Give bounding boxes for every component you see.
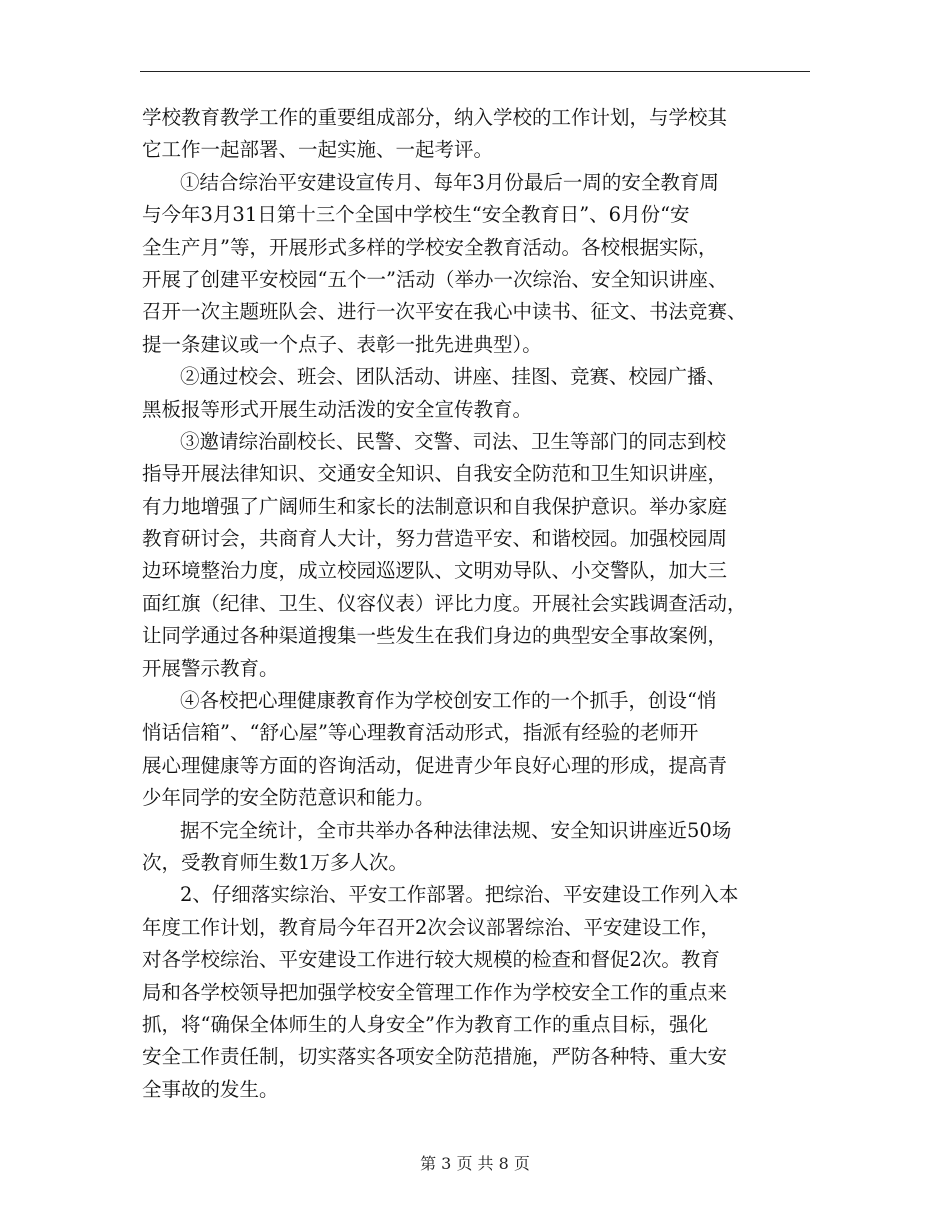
- text-line: 局和各学校领导把加强学校安全管理工作作为学校安全工作的重点来: [142, 980, 728, 1004]
- text-line: 它工作一起部署、一起实施、一起考评。: [142, 138, 494, 162]
- text-line: 黑板报等形式开展生动活泼的安全宣传教育。: [142, 397, 533, 421]
- text-line: 教育研讨会，共商育人大计，努力营造平安、和谐校园。加强校园周: [142, 527, 728, 551]
- text-line: 提一条建议或一个点子、表彰一批先进典型）。: [142, 332, 542, 356]
- text-line: 抓，将“确保全体师生的人身安全”作为教育工作的重点目标，强化: [142, 1012, 708, 1036]
- text-line: ③邀请综治副校长、民警、交警、司法、卫生等部门的同志到校: [180, 429, 727, 453]
- page-footer: 第 3 页 共 8 页: [420, 1154, 530, 1173]
- text-line: 少年同学的安全防范意识和能力。: [142, 786, 435, 810]
- text-line: 年度工作计划，教育局今年召开2次会议部署综治、平安建设工作，: [142, 915, 720, 939]
- text-line: 据不完全统计，全市共举办各种法律法规、安全知识讲座近50场: [180, 818, 732, 842]
- text-line: 全生产月”等，开展形式多样的学校安全教育活动。各校根据实际，: [142, 235, 718, 259]
- text-line: 学校教育教学工作的重要组成部分，纳入学校的工作计划，与学校其: [142, 106, 728, 129]
- text-line: 2、仔细落实综治、平安工作部署。把综治、平安建设工作列入本: [180, 883, 739, 907]
- text-line: 开展了创建平安校园“五个一”活动（举办一次综治、安全知识讲座、: [142, 267, 728, 291]
- header-rule: [140, 71, 810, 72]
- text-line: ④各校把心理健康教育作为学校创安工作的一个抓手，创设“悄: [180, 689, 717, 713]
- text-line: 安全工作责任制，切实落实各项安全防范措施，严防各种特、重大安: [142, 1045, 728, 1069]
- text-line: 次，受教育师生数1万多人次。: [142, 850, 408, 874]
- text-line: 悄话信箱”、“舒心屋”等心理教育活动形式，指派有经验的老师开: [142, 721, 699, 745]
- text-line: ②通过校会、班会、团队活动、讲座、挂图、竞赛、校园广播、: [180, 365, 727, 389]
- text-line: 对各学校综治、平安建设工作进行较大规模的检查和督促2次。教育: [142, 948, 720, 972]
- text-line: 与今年3月31日第十三个全国中学校生“安全教育日”、6月份“安: [142, 203, 690, 227]
- text-line: 边环境整治力度，成立校园巡逻队、文明劝导队、小交警队，加大三: [142, 559, 728, 583]
- text-line: 全事故的发生。: [142, 1077, 279, 1101]
- text-line: 指导开展法律知识、交通安全知识、自我安全防范和卫生知识讲座，: [142, 462, 728, 486]
- text-line: 面红旗（纪律、卫生、仪容仪表）评比力度。开展社会实践调查活动，: [142, 591, 747, 615]
- text-line: ①结合综治平安建设宣传月、每年3月份最后一周的安全教育周: [180, 170, 719, 194]
- body-text: [142, 102, 810, 1106]
- text-line: 开展警示教育。: [142, 656, 279, 680]
- text-line: 有力地增强了广阔师生和家长的法制意识和自我保护意识。举办家庭: [142, 494, 728, 518]
- text-line: 召开一次主题班队会、进行一次平安在我心中读书、征文、书法竞赛、: [142, 300, 747, 324]
- text-line: 展心理健康等方面的咨询活动，促进青少年良好心理的形成，提高青: [142, 753, 728, 777]
- text-line: 让同学通过各种渠道搜集一些发生在我们身边的典型安全事故案例，: [142, 624, 728, 648]
